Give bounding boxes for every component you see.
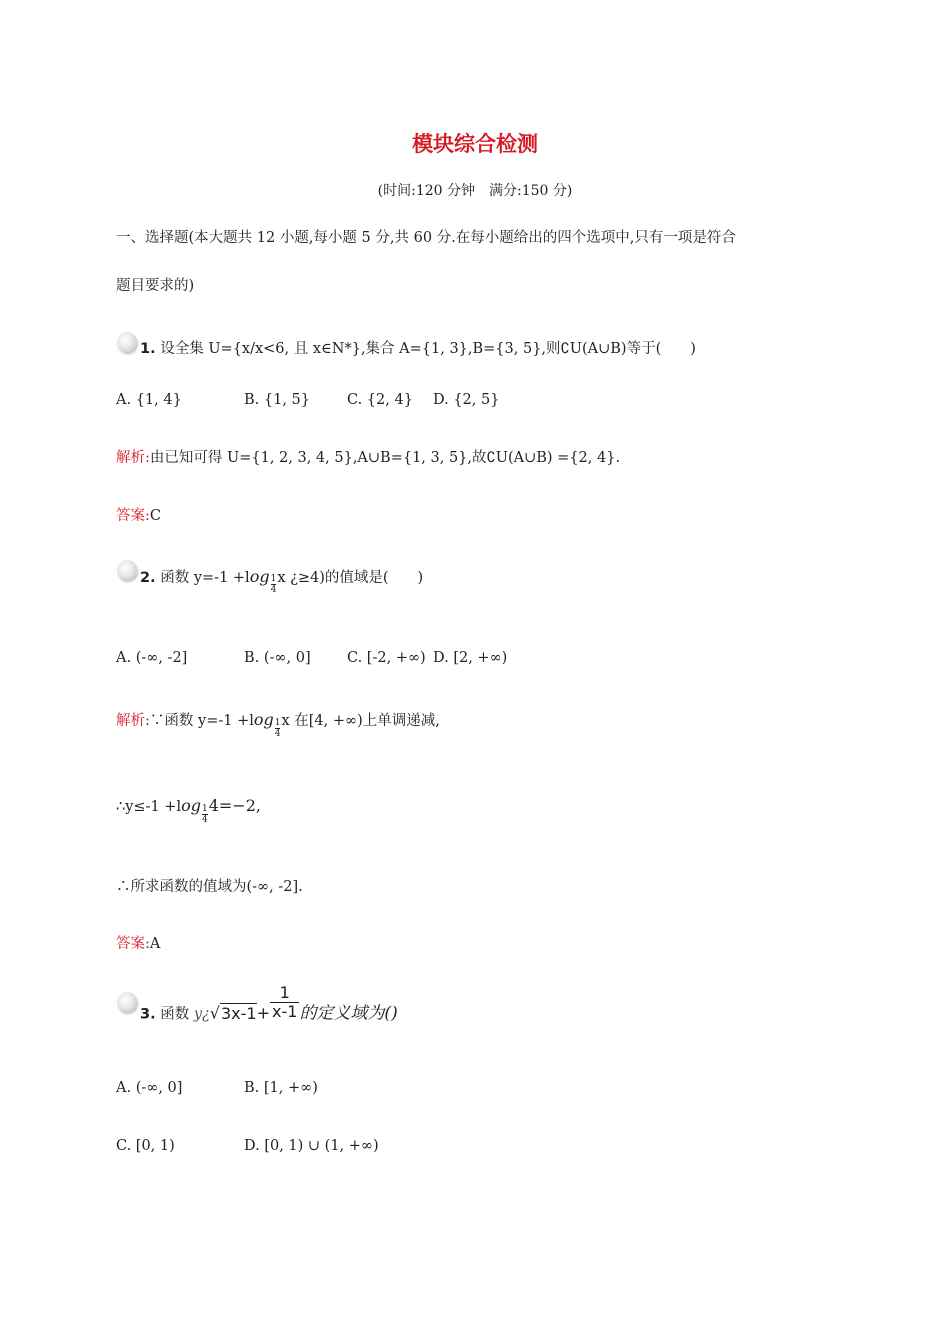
q2-answer bbox=[116, 934, 160, 954]
log-text: og bbox=[249, 567, 270, 586]
plus-sign: + bbox=[256, 1003, 271, 1023]
q2-derivation-post: 4=−2, bbox=[208, 796, 261, 815]
q2-option-d: D. [2, +∞) bbox=[433, 650, 508, 666]
q3-option-b: B. [1, +∞) bbox=[244, 1080, 318, 1096]
question-marker-icon bbox=[117, 992, 137, 1012]
q1-answer-value: C bbox=[149, 508, 161, 524]
q2-answer-value: A bbox=[149, 936, 161, 952]
sqrt-icon: √ bbox=[209, 1003, 220, 1023]
section-heading-line2: 题目要求的) bbox=[116, 278, 195, 294]
question-1-text: 设全集 U={x/x<6, 且 x∈N*},集合 A={1, 3},B={3, 5},则∁U(A∪B)等于( ) bbox=[160, 341, 696, 357]
question-3 bbox=[140, 983, 398, 1033]
section-heading-line1: 一、选择题(本大题共 12 小题,每小题 5 分,共 60 分.在每小题给出的四个选项中,只有一项是符合 bbox=[116, 230, 736, 246]
q1-analysis-text: 由已知可得 U={1, 2, 3, 4, 5},A∪B={1, 3, 5},故∁U(A∪B) ={2, 4}. bbox=[149, 450, 621, 466]
question-marker-icon bbox=[117, 332, 137, 352]
q2-derivation-pre: ∴y≤-1 +l bbox=[116, 799, 182, 815]
answer-label: 答案: bbox=[116, 508, 150, 524]
q3-option-c: C. [0, 1) bbox=[116, 1138, 175, 1154]
log-base bbox=[202, 804, 208, 825]
question-3-text-post: 的定义域为() bbox=[299, 1003, 398, 1024]
q1-option-b: B. {1, 5} bbox=[244, 392, 310, 408]
q1-option-c: C. {2, 4} bbox=[347, 392, 413, 408]
question-1 bbox=[140, 337, 696, 358]
q2-analysis-post: x 在[4, +∞)上单调递减, bbox=[281, 713, 440, 729]
q2-analysis bbox=[116, 710, 440, 739]
log-base-numerator: 1 bbox=[274, 718, 281, 728]
question-2 bbox=[140, 566, 424, 595]
question-3-y: y¿ bbox=[193, 1006, 210, 1023]
log-base-denominator: 4 bbox=[274, 729, 281, 739]
fraction bbox=[270, 984, 299, 1021]
page-title: 模块综合检测 bbox=[412, 132, 538, 156]
q3-option-a: A. (-∞, 0] bbox=[116, 1080, 183, 1096]
q2-option-c: C. [-2, +∞) bbox=[347, 650, 426, 666]
log-base bbox=[275, 718, 281, 739]
q2-analysis-pre: ∵函数 y=-1 +l bbox=[149, 713, 254, 729]
q2-conclusion: ∴所求函数的值域为(-∞, -2]. bbox=[116, 879, 303, 895]
answer-label: 答案: bbox=[116, 936, 150, 952]
log-text: og bbox=[181, 796, 201, 815]
question-2-text-pre: 函数 y=-1 +l bbox=[160, 570, 250, 586]
log-base-denominator: 4 bbox=[270, 585, 277, 595]
log-base-denominator: 4 bbox=[201, 815, 208, 825]
question-2-text-post: x ¿≥4)的值域是( ) bbox=[277, 570, 424, 586]
q3-option-d: D. [0, 1) ∪ (1, +∞) bbox=[244, 1138, 379, 1154]
question-marker-icon bbox=[117, 560, 137, 580]
q1-analysis bbox=[116, 448, 620, 468]
analysis-label: 解析: bbox=[116, 450, 150, 466]
q2-option-a: A. (-∞, -2] bbox=[116, 650, 188, 666]
log-base-numerator: 1 bbox=[270, 574, 277, 584]
q2-derivation bbox=[116, 796, 261, 825]
q2-option-b: B. (-∞, 0] bbox=[244, 650, 311, 666]
log-text: og bbox=[253, 710, 274, 729]
question-3-text-pre: 函数 bbox=[160, 1006, 190, 1023]
fraction-numerator: 1 bbox=[270, 984, 299, 1003]
question-3-number: 3. bbox=[140, 1006, 156, 1023]
log-base-numerator: 1 bbox=[201, 804, 208, 814]
q1-answer bbox=[116, 506, 161, 526]
question-2-number: 2. bbox=[140, 570, 156, 586]
q1-option-a: A. {1, 4} bbox=[116, 392, 182, 408]
question-1-number: 1. bbox=[140, 341, 156, 357]
analysis-label: 解析: bbox=[116, 713, 150, 729]
log-base bbox=[271, 574, 277, 595]
q1-option-d: D. {2, 5} bbox=[433, 392, 500, 408]
fraction-denominator: x-1 bbox=[272, 1002, 298, 1021]
radicand: 3x-1 bbox=[221, 1003, 257, 1023]
exam-meta: (时间:120 分钟 满分:150 分) bbox=[377, 183, 573, 199]
